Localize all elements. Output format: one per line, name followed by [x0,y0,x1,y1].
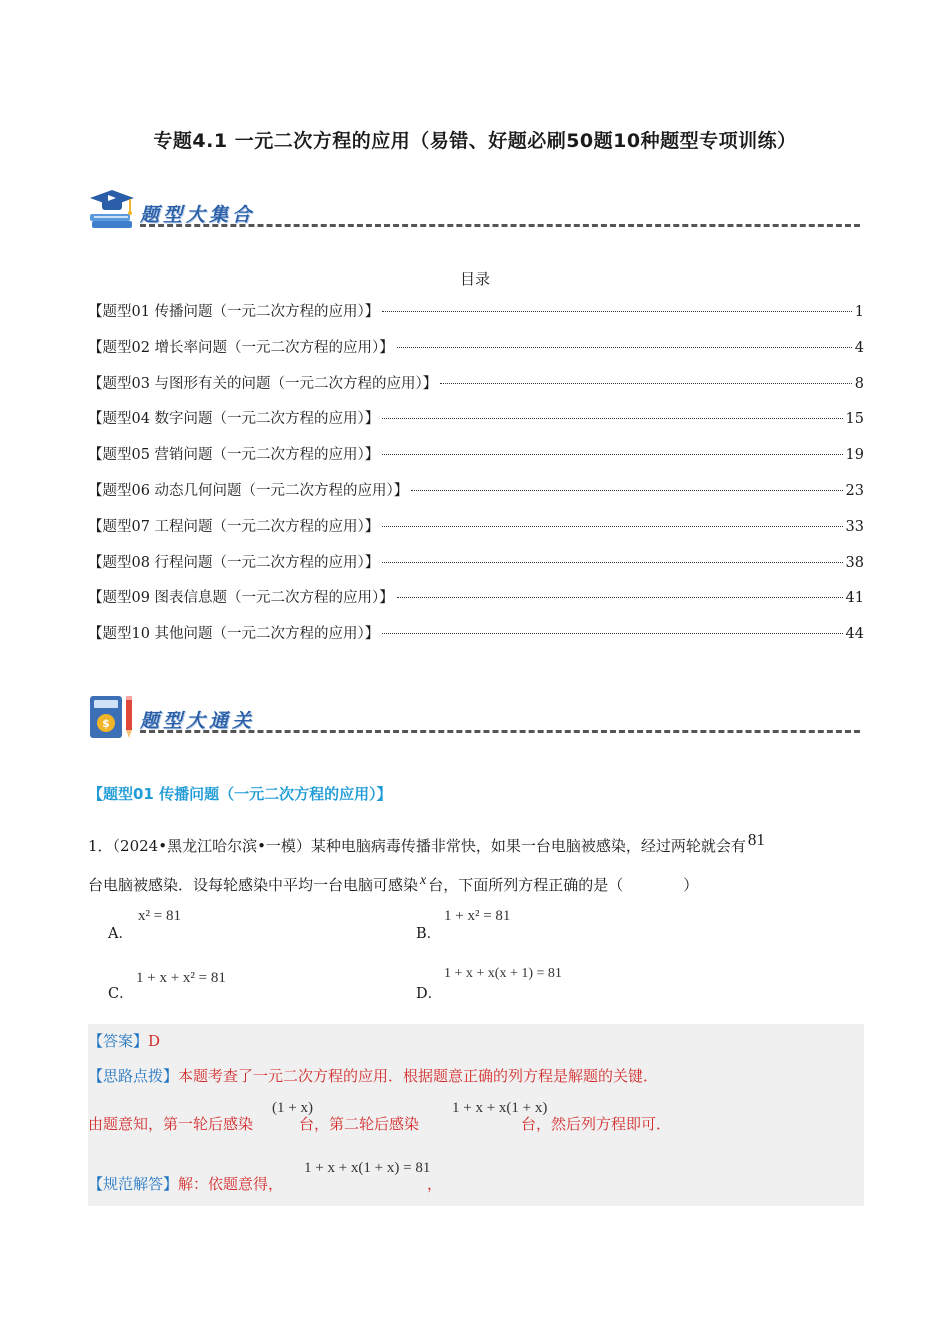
toc-entry-page: 8 [854,375,864,392]
toc-entry-label: 【题型06 动态几何问题（一元二次方程的应用）】 [88,482,409,499]
option-expression: 1 + x + x(x + 1) = 81 [444,966,562,981]
toc-entry[interactable] [88,336,864,372]
question-stem-line1 [88,830,765,856]
option-key: A． [108,926,133,942]
toc-leader [382,454,842,455]
option-key: C． [108,986,134,1002]
toc-entry-page: 4 [854,339,864,356]
toc-entry[interactable] [88,479,864,515]
hint-text: 本题考查了一元二次方程的应用．根据题意正确的列方程是解题的关键． [178,1067,659,1085]
toc-entry[interactable] [88,515,864,551]
toc-leader [397,347,852,348]
banner-divider [140,730,860,733]
toc-entry-page: 38 [845,554,864,571]
toc-entry-label: 【题型10 其他问题（一元二次方程的应用）】 [88,626,380,643]
reasoning-text: 由题意知，第一轮后感染 [88,1115,254,1133]
toc-entry-label: 【题型04 数字问题（一元二次方程的应用）】 [88,411,380,428]
question-stem-line2 [88,874,698,895]
toc-entry-page: 44 [845,626,864,643]
toc-entry[interactable] [88,300,864,336]
banner-label: 题型大通关 [140,710,256,732]
option-expression: 1 + x² = 81 [444,908,511,924]
question-number-81: 81 [747,830,765,849]
question-stem-text: 台电脑被感染．设每轮感染中平均一台电脑可感染 [88,876,419,894]
hint-label: 【思路点拨】 [88,1067,179,1085]
document-title: 专题4.1 一元二次方程的应用（易错、好题必刷50题10种题型专项训练） [153,130,797,152]
toc-entry-label: 【题型03 与图形有关的问题（一元二次方程的应用）】 [88,375,438,392]
reasoning-text: 台，第二轮后感染 [299,1115,420,1133]
toc-leader [382,418,842,419]
answer-panel [88,1024,864,1206]
option-expression: 1 + x + x² = 81 [136,970,226,986]
toc-leader [382,311,851,312]
banner-divider [140,224,860,227]
toc-entry-label: 【题型07 工程问题（一元二次方程的应用）】 [88,518,380,535]
toc-entry-page: 15 [845,411,864,428]
hint-line [88,1065,658,1086]
section-banner-practice [88,692,860,742]
table-of-contents [88,300,864,658]
toc-entry-label: 【题型05 营销问题（一元二次方程的应用）】 [88,447,380,464]
question-stem-text: 1．（2024•黑龙江哈尔滨•一模）某种电脑病毒传播非常快，如果一台电脑被感染，经过两轮就会有 [88,837,746,855]
toc-leader [440,383,851,384]
toc-entry[interactable] [88,407,864,443]
toc-entry[interactable] [88,372,864,408]
toc-entry[interactable] [88,551,864,587]
toc-entry[interactable] [88,443,864,479]
svg-text:$: $ [102,717,110,730]
calculator-pencil-icon [88,692,136,740]
question-stem-text: 台，下面所列方程正确的是（ ） [428,876,699,894]
solution-equation: 1 + x + x(1 + x) = 81 [304,1160,431,1176]
solution-end: ， [427,1175,443,1193]
option-d[interactable] [416,966,562,1003]
toc-leader [382,562,842,563]
question-variable-x: x [420,873,427,888]
toc-leader [411,490,842,491]
option-key: B． [416,926,442,942]
section-banner-question-types [88,186,860,236]
toc-leader [382,526,842,527]
reasoning-expression-first-round: (1 + x) [272,1100,313,1116]
toc-heading: 目录 [459,270,490,288]
reasoning-expression-second-round: 1 + x + x(1 + x) [452,1100,548,1116]
reasoning-line [88,1113,671,1134]
toc-entry-label: 【题型09 图表信息题（一元二次方程的应用）】 [88,590,394,607]
solution-label: 【规范解答】 [88,1175,179,1193]
graduation-cap-books-icon [88,186,136,234]
toc-entry[interactable] [88,622,864,658]
option-c[interactable] [108,970,226,1003]
toc-leader [382,633,842,634]
toc-entry-label: 【题型01 传播问题（一元二次方程的应用）】 [88,304,380,320]
toc-entry-page: 23 [845,482,864,499]
reasoning-text: 台，然后列方程即可． [521,1115,672,1133]
option-expression: x² = 81 [138,908,181,924]
toc-entry-label: 【题型08 行程问题（一元二次方程的应用）】 [88,554,380,571]
answer-value: D [148,1032,161,1050]
question-type-heading: 【题型01 传播问题（一元二次方程的应用）】 [88,785,392,803]
toc-entry-page: 33 [845,518,864,535]
toc-entry[interactable] [88,586,864,622]
answer-label: 【答案】 [88,1032,149,1050]
toc-entry-page: 19 [845,447,864,464]
solution-text: 解：依题意得， [178,1175,284,1193]
option-b[interactable] [416,908,511,943]
toc-leader [397,597,843,598]
toc-entry-page: 41 [845,590,864,607]
toc-entry-label: 【题型02 增长率问题（一元二次方程的应用）】 [88,339,394,356]
banner-label: 题型大集合 [140,204,256,226]
answer-line [88,1030,160,1051]
toc-entry-page: 1 [854,304,864,320]
option-a[interactable] [108,908,181,943]
option-key: D． [416,986,443,1002]
